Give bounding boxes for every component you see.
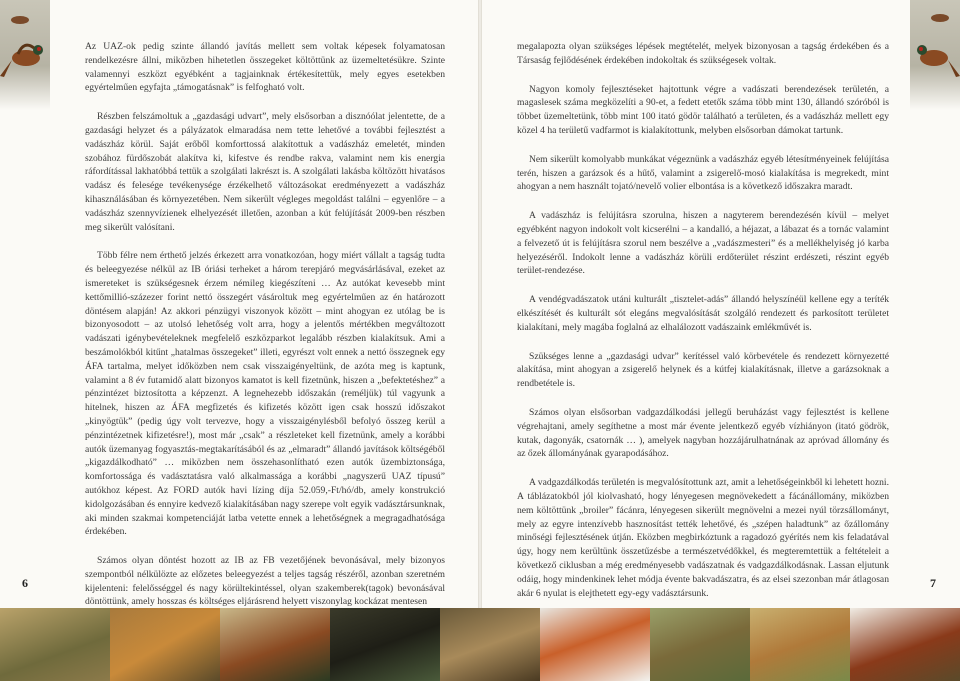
roe-deer-running-photo xyxy=(750,608,850,681)
paragraph: Részben felszámoltuk a „gazdasági udvart”, mely elsősorban a disznóólat jelentette, de a gazdasági helyzet és a pályázatok elmaradása nem tette lehetővé a további fejlesztést a vadászház körül. Saját erőből komforttossá alakítottuk a vadászház emeletét, minden szobához fürdőszobát alakítva ki, kifestve és rendbe rakva, valamint nem kis energia ráfordítással lakhatóbbá tettük a szolgálati lakrészt is. A szolgálati lakásba költözött hivatásos vadász és felesége tevékenysége érzékelhető változásokat eredményezett a vadászház kihasználásában és környezetében. Nem sikerült végleges megoldást találni – egyenlőre – a vadászház szennyvízienek elhelyezését illetően, azonban a kút felújítását 2009-ben részben meg sikerült valósítani. xyxy=(85,111,445,233)
paragraph: Számos olyan döntést hozott az IB az FB vezetőjének bevonásával, mely bizonyos szempontból nélkülözte az előzetes beleegyezést a teljes tagság részéről, azonban szeretném kijelenteni: felelősséggel és nagy körültekintéssel, olyan szakemberek(tagok) bevonásával döntöttünk, amely hosszas és költséges eljárásrend helyett viszonylag kockázat mentesen xyxy=(85,555,445,608)
corner-photo-right xyxy=(910,0,960,110)
left-page xyxy=(0,0,479,608)
paragraph: Nem sikerült komolyabb munkákat végeznünk a vadászház egyéb létesítményeinek felújítása terén, hiszen a garázsok és a hűtő, valamint a zsigerelő-mosó kialakítása is megrekedt, mint ahogyan a nem használt tojató/nevelő volier elbontása is a következő időszakra maradt. xyxy=(517,153,889,193)
paragraph: Számos olyan elsősorban vadgazdálkodási jellegű beruházást vagy fejlesztést is kellene végrehajtani, amely segíthetne a most már évente jelentkező egyéb vízhiányon (itató gödrök, kutak, dagonyák, csatornák … ), amelyek nagyban hozzájárulhatnának az apróvad állomány és az őzek állományának gyarapodásához. xyxy=(517,406,889,460)
corner-photo-left xyxy=(0,0,50,110)
hunting-dog-head-photo xyxy=(850,608,960,681)
paragraph: Nagyon komoly fejlesztéseket hajtottunk végre a vadászati berendezések területén, a magaslesek száma megközelíti a 90-et, a fedett etetők száma több mint 130, állandó szóróból is többet üzemeltetünk, több mint 100 itató gödör található a területen, és a vadászház mellett egy közel 4 ha területű vadfarmot is kialakítottunk, melyben elsősorban dámokat tartunk. xyxy=(517,83,889,136)
page-number-left: 6 xyxy=(22,576,28,590)
roe-deer-buck-photo xyxy=(650,608,750,681)
fawn-photo xyxy=(440,608,540,681)
left-text-column xyxy=(85,40,445,624)
pheasants-in-grass-photo xyxy=(0,608,110,681)
wild-boar-photo xyxy=(330,608,440,681)
paragraph: megalapozta olyan szükséges lépések megtételét, melyek bizonyosan a tagság érdekében és a Társaság fejlődésének érdekében indokoltak és szükségesek voltak. xyxy=(517,41,889,66)
page-number-right: 7 xyxy=(930,576,936,590)
right-text-column xyxy=(517,40,889,615)
paragraph: Több félre nem érthető jelzés érkezett arra vonatkozóan, hogy miért vállalt a tagság tudta és beleegyezése nélkül az IB óriási terheket a három terepjáró megvásárlásával, ezeket az ismereteket is szükségesnek érzem némileg kiegészíteni … Az autókat kevesebb mint kettőmillió-százezer forint nettó összegért vásároltuk meg egyértelműen az én határozott döntésem alapján! Az akkori pénzügyi viszonyok között – mint ahogyan ez utólag be is bizonyosodott – az utolsó lehetőség volt arra, hogy a jelentős mértékben megváltozott vadászati igénybevételeknek megfelelő eszközparkot legalább részben kialakítsuk. Ami a beszámolókból kitűnt „hatalmas összegeket” illeti, egyrészt volt ennek a nettó összegnek egy ÁFA tartalma, melyet időközben nem csak visszaigényeltünk, de azóta meg is kaptunk, valamint a 8 év futamidő alatt bizonyos kamatot is kell fizetnünk, hiszen a „befektetéshez” a pénzintézet biztosította a képzenzt. A legnehezebb időszakán (reméljük) túl vagyunk a hitelnek, hiszen az ÁFA megfizetés és kifizetés között igen csak hosszú időszakot „kinyögtük” (pedig úgy volt tervezve, hogy a visszaigénylésből befolyó összeg kerül a pénzintézetnek kifizetésre!), most már „csak” a részleteket kell fizetnünk, amely a korábbi autók üzemanyag fogyasztás-megtakarításából és az „elmaradt” állandó javítások költségéből „kigazdálkodható” … miközben nem összehasonlítható ezen autók üzembiztonsága, komfortossága és vadásztatásra való alkalmassága a korábbi „nagyszerű UAZ típusú” autókhoz képest. Az FORD autók havi lízing díja 52.059,-Ft/hó/db, amely konstrukció kidolgozásában és ennyire kedvező kialakításában nagy szerepe volt egyik vadásztársunknak, aki minden szakmai kompetenciáját latba vetette ennek a lehetőségnek a megragadhatósága érdekében. xyxy=(85,250,445,538)
hunting-dog-photo xyxy=(110,608,220,681)
paragraph: A vadgazdálkodás területén is megvalósítottunk azt, amit a lehetőségeinkből ki lehetett hozni. A táblázatokból jól kiolvasható, hogy lényegesen megnövekedett a fácánállomány, miközben nem költöttünk „broiler” fácánra, lényegesen sikerült megnövelni a mezei nyúl törzsállományt, mely az egyre intenzívebb hasznosítást tették lehetővé, és „szépen haladtunk” az őzállomány minőségi fejlesztésének útján. Eközben megbirkóztunk a ragadozó gyérítés nem kis feladatával úgy, hogy nem kerültünk összetűzésbe a természetvédőkkel, és megteremtettük a feltételeit a következő ciklusban a még eredményesebb vadászatnak és vadgazdálkodásnak. Lassan eljutunk odáig, hogy mindenkinek lehet módja évente bakvadászatra, és az elsei szezonban már átlagosan akár 6 nyulat is elejthetett egy-egy vadásztársunk. xyxy=(517,477,889,599)
pheasant-icon xyxy=(0,0,50,110)
paragraph: Az UAZ-ok pedig szinte állandó javítás mellett sem voltak képesek folyamatosan rendelkezésre állni, miközben hihetetlen összegeket költöttünk az üzemeltetésükre. Szinte valamennyi eszközt egyébként a tagjainknak értékesítettük, mely egyes esetekben egyértelműen egyfajta „támogatásnak” is felfogható volt. xyxy=(85,41,445,94)
pheasant-photo xyxy=(220,608,330,681)
paragraph: A vendégvadászatok utáni kulturált „tisztelet-adás” állandó helyszínéül kellene egy a teríték elkészítését és kulturált sót elegáns megvalósítását szolgáló rendezett és parkosított területet kialakítani, mely magába foglalná az elhalálozott vadászaink emlékművét is. xyxy=(517,294,889,333)
paragraph: A vadászház is felújításra szorulna, hiszen a nagyterem berendezésén kívül – melyet egyébként nagyon indokolt volt kicserélni – a kandalló, a héjazat, a lábazat és a tornác valamint a felvezető út is felújításra szorul nem beszélve a „vadászmesteri” és a mellékhelyiség jó karba helyezéséről. Indokolt lenne a vadászház körüli erdőterület részint erdészeti, részint egyéb terület-rendezése. xyxy=(517,210,889,277)
paragraph: Szükséges lenne a „gazdasági udvar” kerítéssel való körbevétele és rendezett környezetté alakítása, mint ahogyan a zsigerelő helynek és a kútfej kialakításnak, illetve a garázsoknak a rendbetétele is. xyxy=(517,350,889,390)
fox-photo xyxy=(540,608,650,681)
wildlife-photo-strip xyxy=(0,608,960,681)
right-page xyxy=(482,0,960,608)
pheasant-icon xyxy=(910,0,960,110)
